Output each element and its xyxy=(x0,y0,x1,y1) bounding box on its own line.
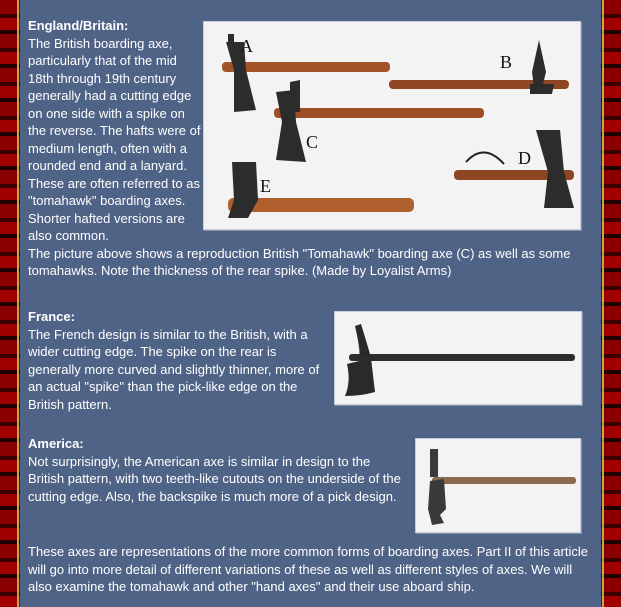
england-line: The British boarding axe, xyxy=(28,35,173,51)
england-line: Shorter hafted versions are xyxy=(28,210,185,226)
french-axe-illustration xyxy=(335,312,581,404)
france-line: wider cutting edge. The spike on the rear is xyxy=(28,344,277,359)
france-section xyxy=(28,308,319,413)
england-caption-line: tomahawks. Note the thickness of the rear spike. (Made by Loyalist Arms) xyxy=(28,263,452,278)
british-axes-illustration xyxy=(204,22,580,229)
france-line: an actual "spike" than the pick-like edge on the xyxy=(28,379,298,394)
america-line: British pattern, with two teeth-like cutouts on the underside of the xyxy=(28,471,401,486)
america-line: Not surprisingly, the American axe is similar in design to the xyxy=(28,453,371,469)
left-gold-line xyxy=(17,0,19,607)
right-gold-line xyxy=(602,0,604,607)
england-line: rounded end and a lanyard. xyxy=(28,158,188,173)
axe-label-c: C xyxy=(306,132,319,152)
axe-label-e: E xyxy=(260,176,271,196)
america-heading: America: xyxy=(28,436,84,451)
american-axe-illustration xyxy=(416,439,580,532)
england-line: These are often referred to as xyxy=(28,175,200,191)
england-heading: England/Britain: xyxy=(28,18,129,33)
england-line: on one side with a spike on xyxy=(28,105,185,121)
closing-section xyxy=(28,543,588,596)
closing-line: will go into more detail of different variations of these as well as different styles of axes. We will xyxy=(28,561,573,577)
france-line: The French design is similar to the British, with a xyxy=(28,326,308,342)
england-line: also common. xyxy=(28,228,109,243)
france-line: British pattern. xyxy=(28,396,112,412)
right-border-decoration xyxy=(601,0,621,607)
closing-line: These axes are representations of the more common forms of boarding axes. Part II of this article xyxy=(28,544,588,559)
article-panel xyxy=(20,0,601,607)
axe-label-a: A xyxy=(240,36,253,56)
france-line: generally more curved and slightly thinner, more of xyxy=(28,361,320,377)
england-line: generally had a cutting edge xyxy=(28,88,192,103)
england-line: the reverse. The hafts were of xyxy=(28,123,201,138)
america-section xyxy=(28,435,401,505)
french-axe-photo xyxy=(334,311,582,405)
england-line: medium length, often with a xyxy=(28,140,187,156)
axe-label-b: B xyxy=(500,52,513,72)
england-line: particularly that of the mid xyxy=(28,53,177,68)
axe-label-d: D xyxy=(518,148,531,168)
england-line: "tomahawk" boarding axes. xyxy=(28,193,186,208)
america-line: cutting edge. Also, the backspike is much more of a pick design. xyxy=(28,488,397,504)
france-heading: France: xyxy=(28,309,75,324)
british-axes-photo xyxy=(203,21,581,230)
american-axe-photo xyxy=(415,438,581,533)
england-caption-line: The picture above shows a reproduction British "Tomahawk" boarding axe (C) as well as some xyxy=(28,245,571,261)
closing-line: also examine the tomahawk and other "hand axes" and their use aboard ship. xyxy=(28,579,475,594)
england-line: 18th through 19th century xyxy=(28,70,177,86)
